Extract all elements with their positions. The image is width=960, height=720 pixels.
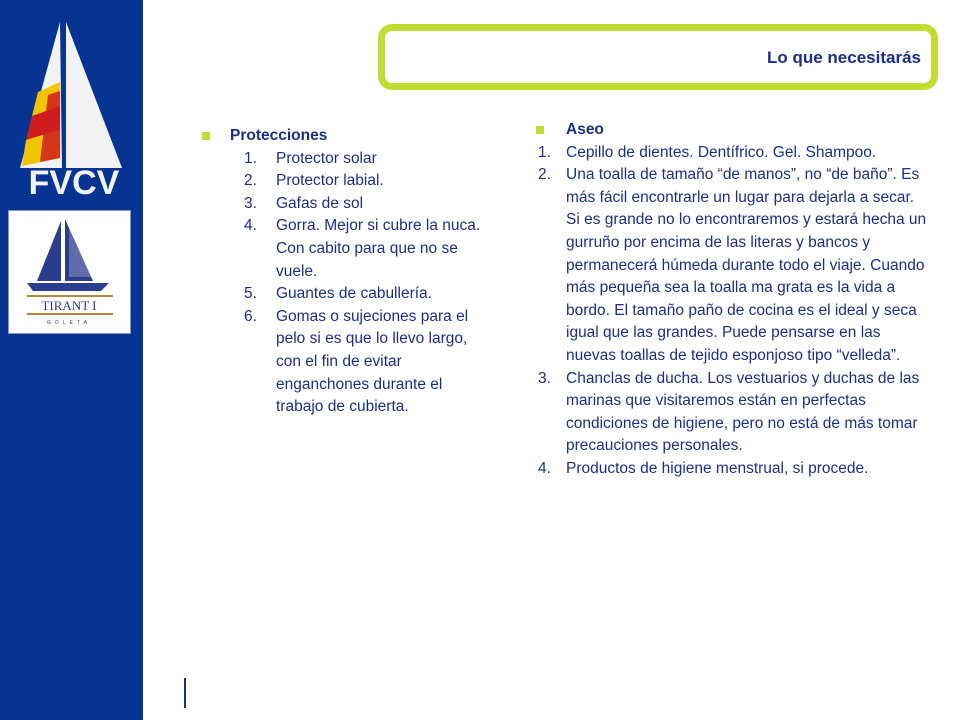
list-item-text: Gafas de sol <box>276 194 364 212</box>
fvcv-logo-text: FVCV <box>28 164 120 200</box>
text-cursor <box>184 678 186 708</box>
list-item: 3. Gafas de sol <box>244 194 364 212</box>
list-item-text: Protector labial. <box>276 172 384 190</box>
tirant-logo-subtitle: GOLETA <box>47 320 91 326</box>
protecciones-list <box>200 148 490 419</box>
aseo-section <box>534 119 930 481</box>
title-box <box>378 24 938 90</box>
bullet-icon <box>202 132 210 140</box>
fvcv-logo <box>14 18 134 200</box>
list-item-text: Gomas o sujeciones para el pelo si es que lo llevo largo, con el fin de evitar enganchones durante el trabajo de cubierta. <box>276 307 469 416</box>
aseo-list <box>534 142 930 481</box>
list-item-text: Guantes de cabullería. <box>276 285 432 303</box>
list-item: 5. Guantes de cabullería. <box>244 285 432 303</box>
list-item: 1. Cepillo de dientes. Dentífrico. Gel. Shampoo. <box>538 143 877 161</box>
list-item: 4. Productos de higiene menstrual, si procede. <box>538 459 869 477</box>
list-item: 2. Protector labial. <box>244 172 384 190</box>
list-item-text: Protector solar <box>276 149 377 167</box>
protecciones-heading-text: Protecciones <box>230 127 328 144</box>
tirant-logo-name: TIRANT I <box>41 298 97 313</box>
tirant-logo-card <box>8 210 131 334</box>
sidebar <box>0 0 143 720</box>
list-item: 6. Gomas o sujeciones para el pelo si es que lo llevo largo, con el fin de evitar enganchones durante el trabajo de cubierta. <box>244 307 469 416</box>
protecciones-section <box>200 125 490 419</box>
page-title: Lo que necesitarás <box>766 48 921 67</box>
list-item: 4. Gorra. Mejor si cubre la nuca. Con cabito para que no se vuele. <box>244 217 481 280</box>
list-item-text: Una toalla de tamaño “de manos”, no “de baño”. Es más fácil encontrarle un lugar para dejarla a secar. Si es grande no lo encontraremos y estará hecha un gurruño por encima de las literas y bancos y permanecerá húmeda durante todo el viaje. Cuando más pequeña sea la toalla ma grata es la vida a bordo. El tamaño paño de cocina es el ideal y seca igual que las grandes. Puede pensarse en las nuevas toallas de tejido esponjoso tipo “velleda”. <box>566 166 927 364</box>
list-item-text: Productos de higiene menstrual, si procede. <box>566 459 869 477</box>
list-item: 3. Chanclas de ducha. Los vestuarios y duchas de las marinas que visitaremos están en perfectas condiciones de higiene, pero no está de más tomar precauciones personales. <box>538 369 920 455</box>
list-item: 1. Protector solar <box>244 149 377 167</box>
list-item: 2. Una toalla de tamaño “de manos”, no “de baño”. Es más fácil encontrarle un lugar para dejarla a secar. Si es grande no lo encontraremos y estará hecha un gurruño por encima de las literas y bancos y permanecerá húmeda durante todo el viaje. Cuando más pequeña sea la toalla ma grata es la vida a bordo. El tamaño paño de cocina es el ideal y seca igual que las grandes. Puede pensarse en las nuevas toallas de tejido esponjoso tipo “velleda”. <box>538 166 927 364</box>
protecciones-heading <box>200 125 490 148</box>
aseo-heading-text: Aseo <box>566 121 604 138</box>
aseo-heading <box>534 119 930 142</box>
list-item-text: Cepillo de dientes. Dentífrico. Gel. Shampoo. <box>566 143 877 161</box>
list-item-text: Chanclas de ducha. Los vestuarios y duchas de las marinas que visitaremos están en perfectas condiciones de higiene, pero no está de más tomar precauciones personales. <box>566 369 920 455</box>
bullet-icon <box>536 126 544 134</box>
list-item-text: Gorra. Mejor si cubre la nuca. Con cabito para que no se vuele. <box>276 217 481 280</box>
